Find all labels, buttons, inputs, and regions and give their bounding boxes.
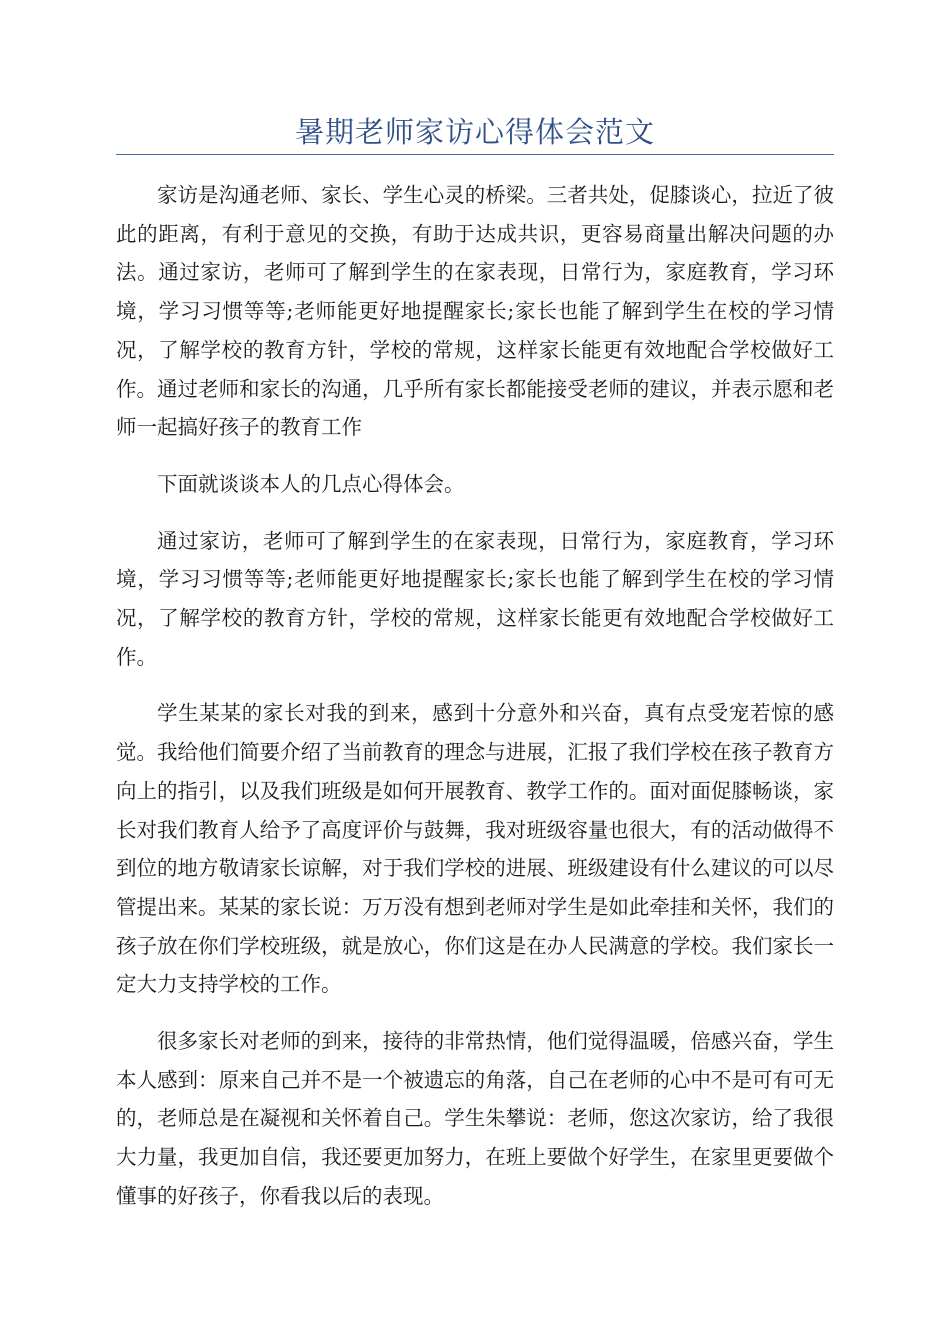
paragraph-2: 下面就谈谈本人的几点心得体会。 [157,471,465,496]
title-underline [116,154,834,155]
paragraph-1: 家访是沟通老师、家长、学生心灵的桥梁。三者共处，促膝谈心，拉近了彼此的距离，有利于意见的交换，有助于达成共识，更容易商量出解决问题的办法。通过家访，老师可了解到学生的在家表现，日常行为，家庭教育，学习环境，学习习惯等等;老师能更好地提醒家长;家长也能了解到学生在校的学习情况，了解学校的教育方针，学校的常规，这样家长能更有效地配合学校做好工作。通过老师和家长的沟通，几乎所有家长都能接受老师的建议，并表示愿和老师一起搞好孩子的教育工作 [116,183,834,440]
document-title: 暑期老师家访心得体会范文 [294,115,655,149]
paragraph-4: 学生某某的家长对我的到来，感到十分意外和兴奋，真有点受宠若惊的感觉。我给他们简要介绍了当前教育的理念与进展，汇报了我们学校在孩子教育方向上的指引，以及我们班级是如何开展教育、教学工作的。面对面促膝畅谈，家长对我们教育人给予了高度评价与鼓舞，我对班级容量也很大，有的活动做得不到位的地方敬请家长谅解，对于我们学校的进展、班级建设有什么建议的可以尽管提出来。某某的家长说：万万没有想到老师对学生是如此牵挂和关怀，我们的孩子放在你们学校班级，就是放心，你们这是在办人民满意的学校。我们家长一定大力支持学校的工作。 [116,701,834,997]
document-body [116,176,834,1234]
paragraph-3: 通过家访，老师可了解到学生的在家表现，日常行为，家庭教育，学习环境，学习习惯等等;老师能更好地提醒家长;家长也能了解到学生在校的学习情况，了解学校的教育方针，学校的常规，这样家长能更有效地配合学校做好工作。 [116,528,834,669]
paragraph-5: 很多家长对老师的到来，接待的非常热情，他们觉得温暖，倍感兴奋，学生本人感到：原来自己并不是一个被遗忘的角落，自己在老师的心中不是可有可无的，老师总是在凝视和关怀着自己。学生朱攀说：老师，您这次家访，给了我很大力量，我更加自信，我还要更加努力，在班上要做个好学生，在家里更要做个懂事的好孩子，你看我以后的表现。 [116,1029,834,1208]
